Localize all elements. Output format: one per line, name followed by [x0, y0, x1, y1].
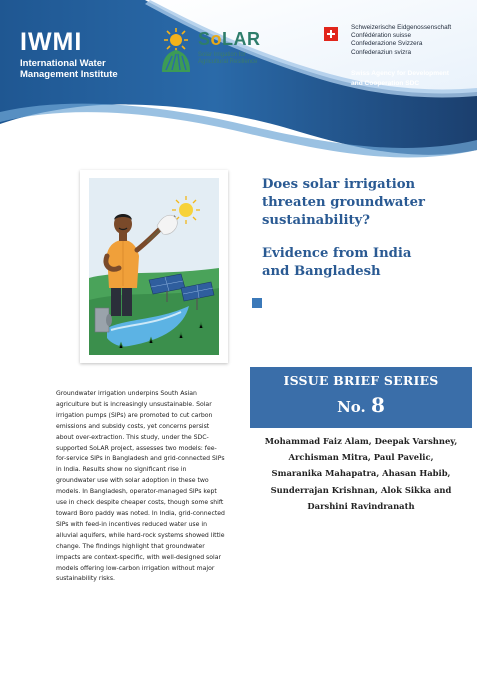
swiss-line-de: Schweizerische Eidgenossenschaft [351, 24, 452, 31]
swiss-line-rm: Confederaziun svizra [351, 48, 412, 56]
solar-emblem-icon [158, 26, 194, 74]
issue-no-label: No. [337, 398, 366, 416]
solar-tagline-line1: Solar Irrigation for [198, 52, 246, 58]
author-list: Mohammad Faiz Alam, Deepak Varshney, Archisman Mitra, Paul Pavelic, Smaranika Mahapatra, Ahasan Habib, Sunderrajan Krishnan, Alok Sikka and Darshini Ravindranath [264, 436, 458, 511]
brief-subtitle: Evidence from India and Bangladesh [262, 246, 412, 279]
sdc-agency-line2: and Cooperation SDC [351, 79, 420, 87]
sdc-agency-name [351, 69, 477, 88]
cover-illustration [80, 170, 228, 363]
accent-square [252, 298, 262, 308]
swiss-flag-icon [324, 27, 338, 41]
solar-word-o: o [210, 29, 223, 49]
swiss-confederation-names [351, 24, 477, 57]
iwmi-logo-mark: IWMI [20, 28, 83, 56]
sdc-agency-line1: Swiss Agency for Development [351, 70, 449, 77]
iwmi-name-line2: Management Institute [20, 69, 118, 80]
issue-number [250, 393, 472, 417]
farmer-solar-pump-illustration [89, 178, 219, 355]
solar-logo [158, 26, 278, 76]
abstract-text: Groundwater irrigation underpins South Asian agriculture but is increasingly unsustainable. Solar irrigation pumps (SIPs) are promoted to cut carbon emissions and subsidy costs, yet concerns persist about over-extraction. This study, under the SDC-supported SoLAR project, assesses two models: fee-for-service SIPs in Bangladesh and grid-connected SIPs in India. Results show no significant rise in groundwater use with solar adoption in these two models. In Bangladesh, operator-managed SIPs kept use in check despite cheaper costs, though some shift toward Boro paddy was noted. In India, grid-connected SIPs with feed-in incentives reduced water use in alluvial aquifers, while hard-rock systems showed little change. The findings highlight that groundwater impacts are context-specific, with well-designed solar models offering low-carbon irrigation without major sustainability risks. [56, 390, 225, 583]
solar-tagline [198, 52, 278, 66]
issue-brief-box [250, 367, 472, 428]
iwmi-name [20, 58, 118, 80]
swiss-line-it: Confederazione Svizzera [351, 40, 423, 48]
solar-word-s: S [198, 29, 211, 49]
iwmi-name-line1: International Water [20, 58, 106, 69]
issue-series-label: ISSUE BRIEF SERIES [283, 373, 439, 388]
solar-word-lar: LAR [222, 29, 261, 49]
swiss-line-fr: Confédération suisse [351, 32, 412, 40]
issue-number-value: 8 [371, 393, 385, 417]
brief-title: Does solar irrigation threaten groundwater sustainability? [262, 177, 425, 228]
solar-wordmark [198, 29, 261, 50]
iwmi-logo [20, 30, 118, 80]
solar-tagline-line2: Agricultural Resilience [198, 59, 258, 65]
